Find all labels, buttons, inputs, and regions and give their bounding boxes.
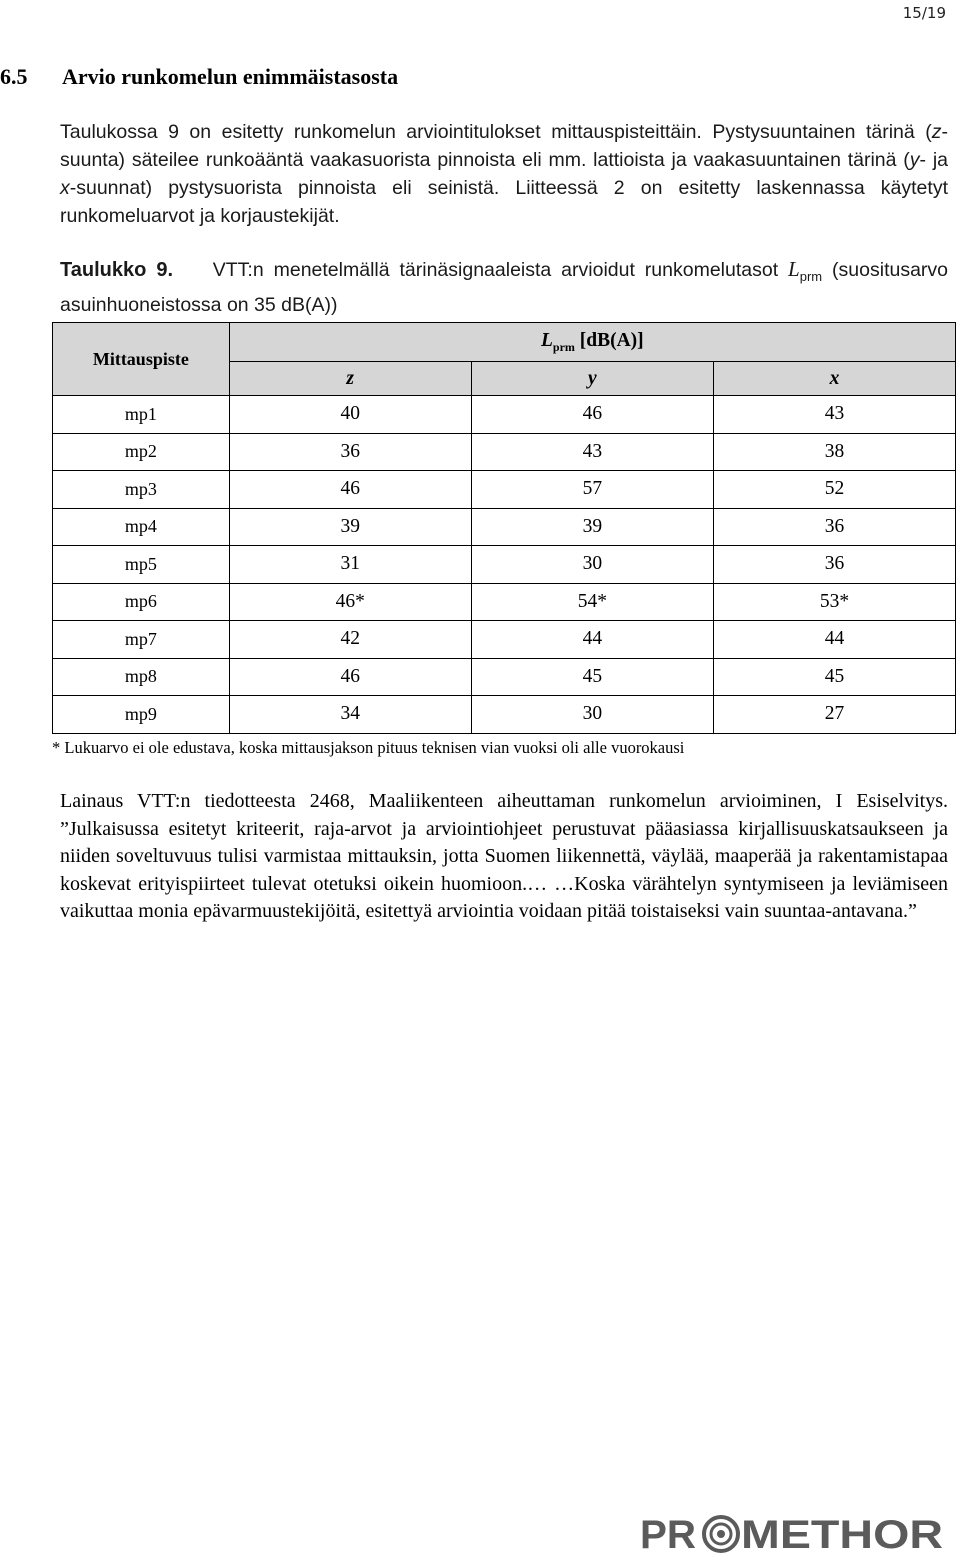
table-row — [53, 621, 956, 659]
section-heading — [0, 64, 398, 90]
col-header-z: z — [229, 362, 471, 396]
cell-z: 31 — [229, 546, 471, 584]
intro-text-3: - ja — [919, 149, 948, 171]
caption-label: Taulukko 9. — [60, 259, 174, 281]
cell-z: 46 — [229, 471, 471, 509]
intro-axis-x: x — [60, 177, 70, 199]
col-header-y: y — [471, 362, 713, 396]
unit-rest: [dB(A)] — [574, 329, 644, 351]
promethor-logo — [640, 1510, 944, 1554]
cell-y: 39 — [471, 508, 713, 546]
cell-point: mp9 — [53, 696, 230, 734]
cell-y: 46 — [471, 396, 713, 434]
section-number: 6.5 — [0, 64, 28, 89]
unit-subscript: prm — [552, 339, 575, 354]
cell-y: 45 — [471, 658, 713, 696]
unit-symbol: L — [540, 329, 553, 351]
intro-paragraph — [60, 118, 948, 230]
cell-z: 42 — [229, 621, 471, 659]
cell-y: 30 — [471, 696, 713, 734]
cell-y: 54* — [471, 583, 713, 621]
table-row — [53, 396, 956, 434]
cell-point: mp3 — [53, 471, 230, 509]
cell-x: 44 — [713, 621, 955, 659]
cell-point: mp2 — [53, 433, 230, 471]
intro-text-1: Taulukossa 9 on esitetty runkomelun arviointitulokset mittauspisteittäin. Pystysuuntainen tärinä ( — [60, 121, 932, 143]
cell-point: mp5 — [53, 546, 230, 584]
table-footnote: * Lukuarvo ei ole edustava, koska mittausjakson pituus teknisen vian vuoksi oli alle vuorokausi — [52, 738, 685, 757]
table-row — [53, 433, 956, 471]
cell-x: 38 — [713, 433, 955, 471]
caption-text: VTT:n menetelmällä tärinäsignaaleista arvioidut runkomelutasot — [212, 259, 789, 281]
logo-text-right: METHOR — [741, 1513, 944, 1554]
cell-point: mp8 — [53, 658, 230, 696]
cell-z: 40 — [229, 396, 471, 434]
caption-symbol: L — [788, 257, 800, 281]
section-title: Arvio runkomelun enimmäistasosta — [62, 64, 399, 89]
intro-axis-y: y — [909, 149, 920, 171]
cell-x: 45 — [713, 658, 955, 696]
intro-text-4: -suunnat) pystysuorista pinnoista eli seinistä. Liitteessä 2 on esitetty laskennassa käytetyt runkomeluarvot ja korjaustekijät. — [60, 177, 948, 227]
cell-x: 36 — [713, 508, 955, 546]
cell-point: mp6 — [53, 583, 230, 621]
cell-x: 43 — [713, 396, 955, 434]
col-header-unit — [229, 323, 955, 362]
cell-y: 57 — [471, 471, 713, 509]
cell-point: mp1 — [53, 396, 230, 434]
intro-text-2: -suunta) säteilee runkoääntä vaakasuorista pinnoista eli mm. lattioista ja vaakasuuntainen tärinä ( — [60, 121, 948, 171]
cell-z: 36 — [229, 433, 471, 471]
intro-axis-z: z — [931, 121, 942, 143]
page-number: 15/19 — [902, 4, 946, 22]
cell-x: 52 — [713, 471, 955, 509]
col-header-point-label: Mittauspiste — [92, 348, 189, 369]
cell-x: 53* — [713, 583, 955, 621]
table-row — [53, 583, 956, 621]
vibration-noise-table — [52, 322, 956, 734]
logo-signal-icon — [704, 1517, 738, 1551]
cell-z: 46 — [229, 658, 471, 696]
logo-text-left: PR — [640, 1513, 697, 1554]
cell-z: 39 — [229, 508, 471, 546]
col-header-x: x — [713, 362, 955, 396]
table-row — [53, 546, 956, 584]
table-row — [53, 508, 956, 546]
cell-y: 44 — [471, 621, 713, 659]
cell-x: 27 — [713, 696, 955, 734]
caption-subscript: prm — [799, 268, 823, 284]
quote-paragraph: Lainaus VTT:n tiedotteesta 2468, Maaliikenteen aiheuttaman runkomelun arvioiminen, I Esiselvitys. ”Julkaisussa esitetyt kriteerit, raja-arvot ja arviointiohjeet perustuvat pääasiassa kirjallisuuskatsaukseen ja niiden soveltuvuus tulisi varmistaa mittauksin, jotta Suomen liikennettä, väylää, maaperää ja rakentamistapaa koskevat erityispiirteet tulevat otetuksi oikein huomioon.… …Koska värähtelyn syntymiseen ja leviämiseen vaikuttaa monia epävarmuustekijöitä, esitettyä arviointia voidaan pitää toistaiseksi vain suuntaa-antavana.” — [60, 790, 948, 923]
cell-x: 36 — [713, 546, 955, 584]
table-row — [53, 696, 956, 734]
cell-z: 34 — [229, 696, 471, 734]
table-row — [53, 658, 956, 696]
cell-y: 30 — [471, 546, 713, 584]
caption-text-2: (suositusarvo asuinhuoneistossa on 35 dB(A)) — [60, 259, 949, 316]
table-row — [53, 471, 956, 509]
col-header-point — [53, 323, 230, 396]
cell-point: mp7 — [53, 621, 230, 659]
cell-point: mp4 — [53, 508, 230, 546]
table-caption — [60, 255, 948, 319]
cell-z: 46* — [229, 583, 471, 621]
cell-y: 43 — [471, 433, 713, 471]
